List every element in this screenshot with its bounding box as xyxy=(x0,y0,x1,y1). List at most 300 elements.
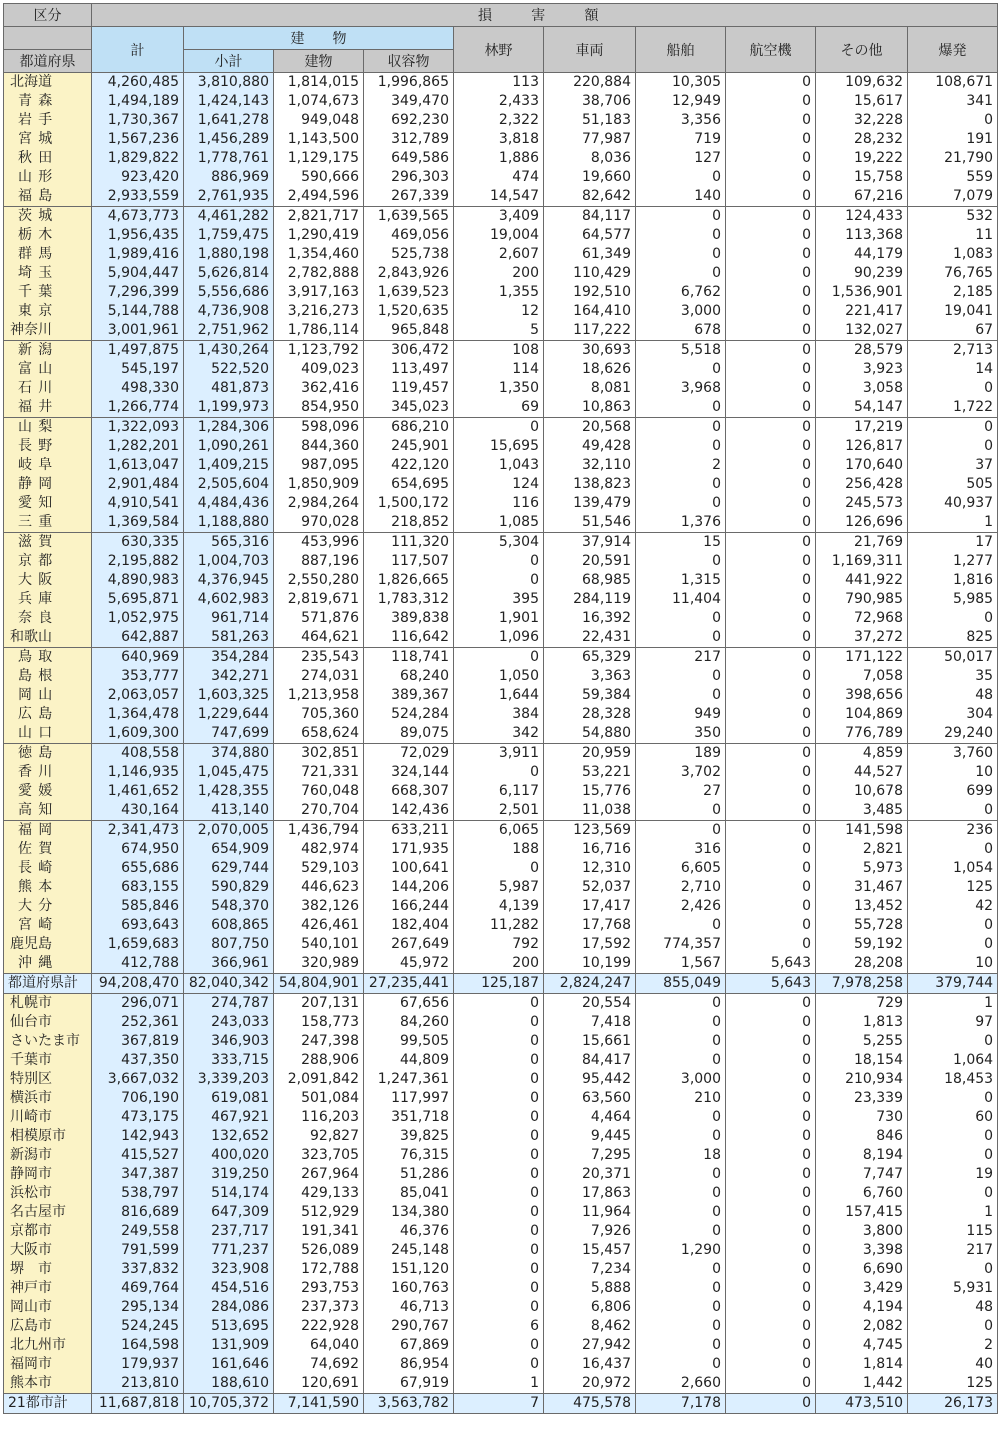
table-row xyxy=(4,705,998,724)
cell-rinya: 6,065 xyxy=(454,821,544,841)
cell-sonota: 2,821 xyxy=(816,840,908,859)
table-row xyxy=(4,1355,998,1374)
cell-rinya: 0 xyxy=(454,1279,544,1298)
cell-tatemono: 987,095 xyxy=(274,456,364,475)
table-row xyxy=(4,226,998,245)
cell-tatemono: 3,216,273 xyxy=(274,302,364,321)
cell-tatemono: 429,133 xyxy=(274,1184,364,1203)
cell-sharyo: 68,985 xyxy=(544,571,636,590)
cell-rinya: 0 xyxy=(454,1184,544,1203)
cell-senpaku: 189 xyxy=(636,744,726,764)
row-label: 富山 xyxy=(4,360,92,379)
cell-bakuhatsu: 40,937 xyxy=(908,494,998,513)
cell-tatemono: 529,103 xyxy=(274,859,364,878)
cell-shuyobutsu: 84,260 xyxy=(364,1013,454,1032)
row-label: 宮城 xyxy=(4,130,92,149)
cell-shokei: 548,370 xyxy=(184,897,274,916)
cell-kokuki: 0 xyxy=(726,1108,816,1127)
row-label: 大分 xyxy=(4,897,92,916)
table-row xyxy=(4,475,998,494)
cell-shokei: 243,033 xyxy=(184,1013,274,1032)
cell-rinya: 200 xyxy=(454,264,544,283)
row-label: 千葉 xyxy=(4,283,92,302)
cell-kokuki: 0 xyxy=(726,1260,816,1279)
row-label: 北海道 xyxy=(4,73,92,93)
cell-shokei: 581,263 xyxy=(184,628,274,648)
cell-kokuki: 0 xyxy=(726,360,816,379)
cell-kokuki: 5,643 xyxy=(726,974,816,994)
cell-sharyo: 59,384 xyxy=(544,686,636,705)
cell-shuyobutsu: 1,639,565 xyxy=(364,207,454,227)
cell-shokei: 771,237 xyxy=(184,1241,274,1260)
cell-kokuki: 0 xyxy=(726,149,816,168)
cell-sharyo: 20,591 xyxy=(544,552,636,571)
cell-kokuki: 0 xyxy=(726,321,816,341)
damage-table-wrapper xyxy=(3,3,998,1414)
cell-sonota: 846 xyxy=(816,1127,908,1146)
row-label: 奈良 xyxy=(4,609,92,628)
table-row xyxy=(4,302,998,321)
cell-tatemono: 1,436,794 xyxy=(274,821,364,841)
cell-tatemono: 3,917,163 xyxy=(274,283,364,302)
cell-kokuki: 0 xyxy=(726,1394,816,1414)
cell-shokei: 131,909 xyxy=(184,1336,274,1355)
cell-senpaku: 0 xyxy=(636,207,726,227)
table-row xyxy=(4,763,998,782)
cell-tatemono: 1,074,673 xyxy=(274,92,364,111)
cell-bakuhatsu: 1,816 xyxy=(908,571,998,590)
cell-rinya: 5,987 xyxy=(454,878,544,897)
cell-sonota: 109,632 xyxy=(816,73,908,93)
cell-kei: 3,667,032 xyxy=(92,1070,184,1089)
cell-kokuki: 0 xyxy=(726,1013,816,1032)
cell-senpaku: 0 xyxy=(636,994,726,1014)
cell-kokuki: 0 xyxy=(726,168,816,187)
cell-sharyo: 11,038 xyxy=(544,801,636,821)
cell-shuyobutsu: 1,520,635 xyxy=(364,302,454,321)
cell-kei: 791,599 xyxy=(92,1241,184,1260)
cell-kei: 4,260,485 xyxy=(92,73,184,93)
cell-sharyo: 28,328 xyxy=(544,705,636,724)
cell-sonota: 171,122 xyxy=(816,648,908,668)
cell-sonota: 3,800 xyxy=(816,1222,908,1241)
cell-senpaku: 0 xyxy=(636,667,726,686)
cell-kokuki: 0 xyxy=(726,609,816,628)
header-kokuki: 航空機 xyxy=(726,27,816,73)
cell-bakuhatsu: 67 xyxy=(908,321,998,341)
cell-kokuki: 0 xyxy=(726,494,816,513)
cell-tatemono: 501,084 xyxy=(274,1089,364,1108)
table-row xyxy=(4,418,998,438)
cell-kokuki: 0 xyxy=(726,705,816,724)
cell-tatemono: 270,704 xyxy=(274,801,364,821)
cell-sharyo: 37,914 xyxy=(544,533,636,553)
cell-shuyobutsu: 649,586 xyxy=(364,149,454,168)
cell-bakuhatsu: 0 xyxy=(908,916,998,935)
cell-kei: 2,341,473 xyxy=(92,821,184,841)
cell-rinya: 0 xyxy=(454,1355,544,1374)
header-kei: 計 xyxy=(92,27,184,73)
row-label: 福岡市 xyxy=(4,1355,92,1374)
cell-sharyo: 8,462 xyxy=(544,1317,636,1336)
cell-sharyo: 19,660 xyxy=(544,168,636,187)
cell-shuyobutsu: 46,376 xyxy=(364,1222,454,1241)
cell-rinya: 474 xyxy=(454,168,544,187)
cell-shuyobutsu: 116,642 xyxy=(364,628,454,648)
table-row xyxy=(4,437,998,456)
cell-kei: 923,420 xyxy=(92,168,184,187)
header-sonota: その他 xyxy=(816,27,908,73)
table-row xyxy=(4,897,998,916)
cell-bakuhatsu: 5,985 xyxy=(908,590,998,609)
cell-shuyobutsu: 142,436 xyxy=(364,801,454,821)
cell-rinya: 3,409 xyxy=(454,207,544,227)
table-row xyxy=(4,92,998,111)
cell-sharyo: 164,410 xyxy=(544,302,636,321)
cell-kokuki: 0 xyxy=(726,724,816,744)
cell-senpaku: 7,178 xyxy=(636,1394,726,1414)
cell-shuyobutsu: 2,843,926 xyxy=(364,264,454,283)
cell-bakuhatsu: 0 xyxy=(908,437,998,456)
cell-sonota: 170,640 xyxy=(816,456,908,475)
cell-senpaku: 0 xyxy=(636,494,726,513)
cell-kei: 1,364,478 xyxy=(92,705,184,724)
cell-shuyobutsu: 654,695 xyxy=(364,475,454,494)
table-row xyxy=(4,648,998,668)
row-label: 福井 xyxy=(4,398,92,418)
row-label: 川崎市 xyxy=(4,1108,92,1127)
cell-senpaku: 3,702 xyxy=(636,763,726,782)
cell-rinya: 0 xyxy=(454,571,544,590)
row-label: 兵庫 xyxy=(4,590,92,609)
cell-kei: 164,598 xyxy=(92,1336,184,1355)
cell-bakuhatsu: 699 xyxy=(908,782,998,801)
cell-tatemono: 1,129,175 xyxy=(274,149,364,168)
cell-tatemono: 1,213,958 xyxy=(274,686,364,705)
cell-shokei: 619,081 xyxy=(184,1089,274,1108)
row-label: 和歌山 xyxy=(4,628,92,648)
cell-shokei: 342,271 xyxy=(184,667,274,686)
cell-rinya: 0 xyxy=(454,648,544,668)
cell-kei: 430,164 xyxy=(92,801,184,821)
cell-shokei: 2,505,604 xyxy=(184,475,274,494)
cell-rinya: 188 xyxy=(454,840,544,859)
cell-bakuhatsu: 1,054 xyxy=(908,859,998,878)
cell-shokei: 1,045,475 xyxy=(184,763,274,782)
cell-kei: 408,558 xyxy=(92,744,184,764)
cell-sharyo: 84,417 xyxy=(544,1051,636,1070)
cell-shokei: 346,903 xyxy=(184,1032,274,1051)
cell-senpaku: 127 xyxy=(636,149,726,168)
table-row xyxy=(4,187,998,207)
cell-kei: 353,777 xyxy=(92,667,184,686)
cell-bakuhatsu: 29,240 xyxy=(908,724,998,744)
cell-rinya: 0 xyxy=(454,1165,544,1184)
cell-kei: 1,659,683 xyxy=(92,935,184,954)
cell-shuyobutsu: 67,869 xyxy=(364,1336,454,1355)
row-label: 山形 xyxy=(4,168,92,187)
cell-kokuki: 0 xyxy=(726,1279,816,1298)
cell-shuyobutsu: 290,767 xyxy=(364,1317,454,1336)
cell-shokei: 590,829 xyxy=(184,878,274,897)
cell-shuyobutsu: 111,320 xyxy=(364,533,454,553)
table-row xyxy=(4,1279,998,1298)
cell-senpaku: 0 xyxy=(636,264,726,283)
cell-rinya: 384 xyxy=(454,705,544,724)
cell-sharyo: 84,117 xyxy=(544,207,636,227)
cell-bakuhatsu: 35 xyxy=(908,667,998,686)
table-row xyxy=(4,1032,998,1051)
cell-shokei: 1,424,143 xyxy=(184,92,274,111)
cell-senpaku: 0 xyxy=(636,168,726,187)
cell-shokei: 654,909 xyxy=(184,840,274,859)
cell-shokei: 5,556,686 xyxy=(184,283,274,302)
cell-rinya: 0 xyxy=(454,1013,544,1032)
cell-rinya: 0 xyxy=(454,1127,544,1146)
cell-senpaku: 0 xyxy=(636,1203,726,1222)
cell-rinya: 116 xyxy=(454,494,544,513)
cell-kei: 412,788 xyxy=(92,954,184,974)
cell-senpaku: 1,376 xyxy=(636,513,726,533)
cell-sharyo: 284,119 xyxy=(544,590,636,609)
cell-rinya: 1,085 xyxy=(454,513,544,533)
cell-sharyo: 27,942 xyxy=(544,1336,636,1355)
cell-tatemono: 267,964 xyxy=(274,1165,364,1184)
cell-senpaku: 2,710 xyxy=(636,878,726,897)
cell-shokei: 629,744 xyxy=(184,859,274,878)
cell-senpaku: 1,315 xyxy=(636,571,726,590)
cell-kei: 295,134 xyxy=(92,1298,184,1317)
cell-sharyo: 15,661 xyxy=(544,1032,636,1051)
cell-kokuki: 0 xyxy=(726,92,816,111)
cell-rinya: 0 xyxy=(454,1241,544,1260)
cell-shuyobutsu: 119,457 xyxy=(364,379,454,398)
row-label: 浜松市 xyxy=(4,1184,92,1203)
cell-tatemono: 172,788 xyxy=(274,1260,364,1279)
cell-shuyobutsu: 3,563,782 xyxy=(364,1394,454,1414)
row-label: 静岡市 xyxy=(4,1165,92,1184)
cell-rinya: 6,117 xyxy=(454,782,544,801)
cell-shuyobutsu: 27,235,441 xyxy=(364,974,454,994)
cell-kokuki: 0 xyxy=(726,245,816,264)
cell-tatemono: 1,123,792 xyxy=(274,341,364,361)
table-row xyxy=(4,840,998,859)
cell-bakuhatsu: 1,083 xyxy=(908,245,998,264)
row-label: 島根 xyxy=(4,667,92,686)
cell-kei: 337,832 xyxy=(92,1260,184,1279)
cell-shuyobutsu: 160,763 xyxy=(364,1279,454,1298)
cell-shokei: 400,020 xyxy=(184,1146,274,1165)
cell-shokei: 188,610 xyxy=(184,1374,274,1394)
cell-kokuki: 0 xyxy=(726,283,816,302)
cell-tatemono: 54,804,901 xyxy=(274,974,364,994)
cell-bakuhatsu: 1,064 xyxy=(908,1051,998,1070)
row-label: 愛知 xyxy=(4,494,92,513)
cell-sharyo: 77,987 xyxy=(544,130,636,149)
cell-bakuhatsu: 14 xyxy=(908,360,998,379)
cell-senpaku: 855,049 xyxy=(636,974,726,994)
header-rinya: 林野 xyxy=(454,27,544,73)
cell-tatemono: 721,331 xyxy=(274,763,364,782)
table-row xyxy=(4,821,998,841)
cell-bakuhatsu: 48 xyxy=(908,1298,998,1317)
cell-sonota: 44,179 xyxy=(816,245,908,264)
cell-sonota: 44,527 xyxy=(816,763,908,782)
table-row xyxy=(4,686,998,705)
row-label: 新潟市 xyxy=(4,1146,92,1165)
cell-shokei: 1,880,198 xyxy=(184,245,274,264)
row-label: 千葉市 xyxy=(4,1051,92,1070)
cell-bakuhatsu: 0 xyxy=(908,1127,998,1146)
cell-shuyobutsu: 306,472 xyxy=(364,341,454,361)
cell-shokei: 319,250 xyxy=(184,1165,274,1184)
cell-tatemono: 2,550,280 xyxy=(274,571,364,590)
cell-kei: 640,969 xyxy=(92,648,184,668)
cell-rinya: 0 xyxy=(454,1222,544,1241)
cell-kokuki: 0 xyxy=(726,840,816,859)
row-label: 大阪 xyxy=(4,571,92,590)
cell-senpaku: 3,968 xyxy=(636,379,726,398)
cell-bakuhatsu: 0 xyxy=(908,935,998,954)
cell-kokuki: 0 xyxy=(726,801,816,821)
cell-senpaku: 0 xyxy=(636,1336,726,1355)
cell-sonota: 441,922 xyxy=(816,571,908,590)
cell-sonota: 5,255 xyxy=(816,1032,908,1051)
cell-kokuki: 0 xyxy=(726,456,816,475)
cell-sonota: 3,923 xyxy=(816,360,908,379)
cell-tatemono: 237,373 xyxy=(274,1298,364,1317)
cell-bakuhatsu: 108,671 xyxy=(908,73,998,93)
cell-rinya: 2,433 xyxy=(454,92,544,111)
cell-kei: 524,245 xyxy=(92,1317,184,1336)
row-label: 神奈川 xyxy=(4,321,92,341)
cell-senpaku: 0 xyxy=(636,398,726,418)
cell-senpaku: 0 xyxy=(636,552,726,571)
cell-kei: 415,527 xyxy=(92,1146,184,1165)
cell-kei: 545,197 xyxy=(92,360,184,379)
cell-shokei: 1,759,475 xyxy=(184,226,274,245)
cell-shuyobutsu: 345,023 xyxy=(364,398,454,418)
cell-tatemono: 158,773 xyxy=(274,1013,364,1032)
cell-tatemono: 540,101 xyxy=(274,935,364,954)
header-blank xyxy=(4,27,92,50)
cell-shuyobutsu: 118,741 xyxy=(364,648,454,668)
cell-bakuhatsu: 1 xyxy=(908,994,998,1014)
cell-senpaku: 0 xyxy=(636,686,726,705)
cell-senpaku: 0 xyxy=(636,226,726,245)
cell-senpaku: 1,290 xyxy=(636,1241,726,1260)
cell-kei: 367,819 xyxy=(92,1032,184,1051)
cell-shuyobutsu: 100,641 xyxy=(364,859,454,878)
cell-kokuki: 0 xyxy=(726,1051,816,1070)
cell-bakuhatsu: 19,041 xyxy=(908,302,998,321)
cell-shuyobutsu: 68,240 xyxy=(364,667,454,686)
cell-tatemono: 235,543 xyxy=(274,648,364,668)
cell-shokei: 1,428,355 xyxy=(184,782,274,801)
cell-shuyobutsu: 67,919 xyxy=(364,1374,454,1394)
cell-sonota: 256,428 xyxy=(816,475,908,494)
cell-shokei: 237,717 xyxy=(184,1222,274,1241)
cell-kei: 1,369,584 xyxy=(92,513,184,533)
cell-shokei: 1,409,215 xyxy=(184,456,274,475)
cell-bakuhatsu: 2,713 xyxy=(908,341,998,361)
cell-shokei: 5,626,814 xyxy=(184,264,274,283)
header-shuyobutsu: 収容物 xyxy=(364,50,454,73)
row-label: 北九州市 xyxy=(4,1336,92,1355)
cell-sharyo: 82,642 xyxy=(544,187,636,207)
cell-shokei: 4,602,983 xyxy=(184,590,274,609)
cell-shuyobutsu: 312,789 xyxy=(364,130,454,149)
table-row xyxy=(4,744,998,764)
table-row xyxy=(4,1108,998,1127)
cell-senpaku: 0 xyxy=(636,1127,726,1146)
cell-rinya: 792 xyxy=(454,935,544,954)
cell-shuyobutsu: 1,783,312 xyxy=(364,590,454,609)
cell-tatemono: 323,705 xyxy=(274,1146,364,1165)
cell-sharyo: 11,964 xyxy=(544,1203,636,1222)
cell-bakuhatsu: 18,453 xyxy=(908,1070,998,1089)
cell-shokei: 10,705,372 xyxy=(184,1394,274,1414)
table-row xyxy=(4,1260,998,1279)
cell-tatemono: 1,354,460 xyxy=(274,245,364,264)
cell-tatemono: 512,929 xyxy=(274,1203,364,1222)
cell-kei: 1,282,201 xyxy=(92,437,184,456)
cell-senpaku: 10,305 xyxy=(636,73,726,93)
cell-senpaku: 0 xyxy=(636,1355,726,1374)
cell-bakuhatsu: 505 xyxy=(908,475,998,494)
cell-sonota: 5,973 xyxy=(816,859,908,878)
table-row xyxy=(4,1051,998,1070)
cell-bakuhatsu: 1,722 xyxy=(908,398,998,418)
table-row xyxy=(4,609,998,628)
cell-kokuki: 0 xyxy=(726,1203,816,1222)
row-label: 秋田 xyxy=(4,149,92,168)
cell-kei: 1,956,435 xyxy=(92,226,184,245)
cell-rinya: 0 xyxy=(454,1089,544,1108)
cell-shuyobutsu: 349,470 xyxy=(364,92,454,111)
cell-kokuki: 0 xyxy=(726,264,816,283)
cell-kokuki: 0 xyxy=(726,513,816,533)
table-row xyxy=(4,1013,998,1032)
cell-senpaku: 0 xyxy=(636,1222,726,1241)
cell-sonota: 1,814 xyxy=(816,1355,908,1374)
cell-rinya: 14,547 xyxy=(454,187,544,207)
row-label: 札幌市 xyxy=(4,994,92,1014)
cell-bakuhatsu: 0 xyxy=(908,1184,998,1203)
cell-shuyobutsu: 267,339 xyxy=(364,187,454,207)
cell-tatemono: 2,819,671 xyxy=(274,590,364,609)
cell-rinya: 1,886 xyxy=(454,149,544,168)
cell-kei: 706,190 xyxy=(92,1089,184,1108)
cell-tatemono: 1,814,015 xyxy=(274,73,364,93)
table-row xyxy=(4,149,998,168)
cell-senpaku: 210 xyxy=(636,1089,726,1108)
cell-senpaku: 0 xyxy=(636,1165,726,1184)
table-row xyxy=(4,782,998,801)
cell-senpaku: 6,762 xyxy=(636,283,726,302)
cell-bakuhatsu: 2 xyxy=(908,1336,998,1355)
cell-kokuki: 0 xyxy=(726,916,816,935)
table-row xyxy=(4,1165,998,1184)
cell-kokuki: 0 xyxy=(726,398,816,418)
cell-kokuki: 0 xyxy=(726,1184,816,1203)
cell-shuyobutsu: 296,303 xyxy=(364,168,454,187)
cell-sharyo: 12,310 xyxy=(544,859,636,878)
cell-kokuki: 0 xyxy=(726,590,816,609)
cell-bakuhatsu: 37 xyxy=(908,456,998,475)
cell-rinya: 1 xyxy=(454,1374,544,1394)
cell-kokuki: 0 xyxy=(726,686,816,705)
